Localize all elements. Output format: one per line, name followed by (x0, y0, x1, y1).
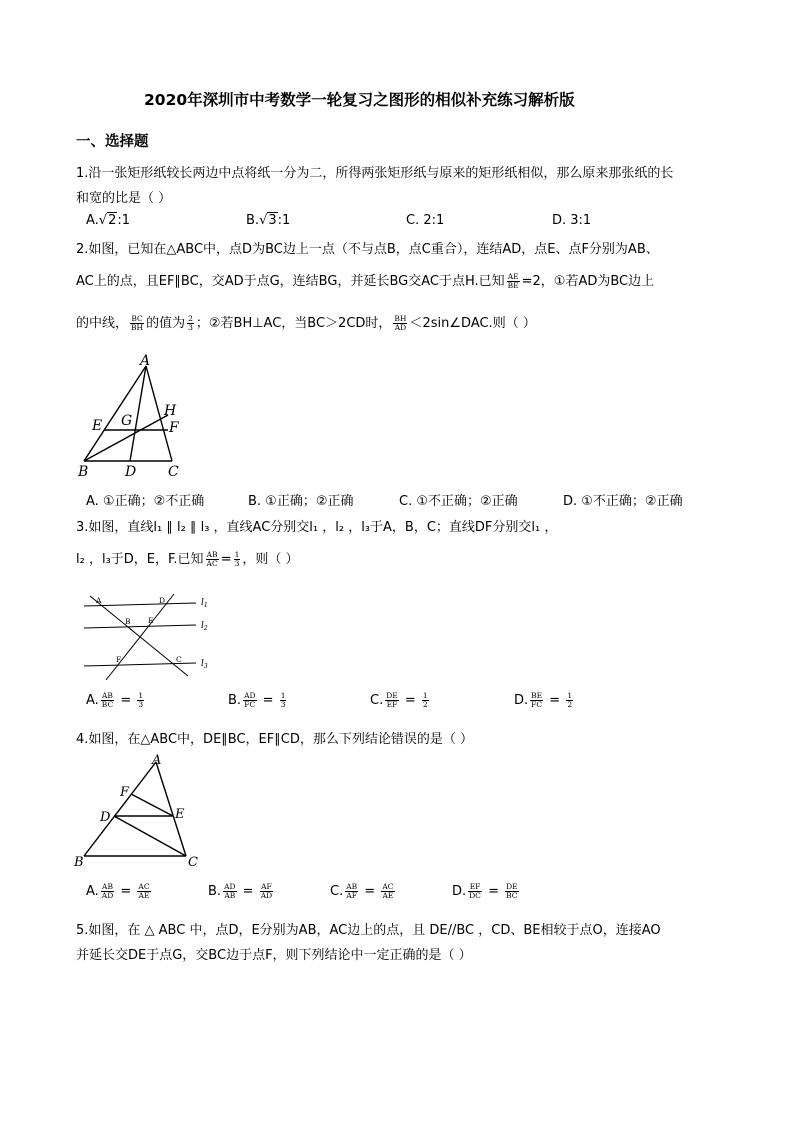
q2-option-c: C. ①不正确；②正确 (399, 494, 518, 509)
q2-option-a: A. ①正确；②不正确 (86, 494, 205, 509)
q4-label-e: E (175, 807, 185, 822)
q2-option-d: D. ①不正确；②正确 (563, 494, 683, 509)
q3-option-c: C. $\frac{DE}{EF}$ = $\frac{1}{2}$ (370, 691, 428, 709)
q2-label-e: E (92, 418, 103, 434)
q2-fraction-bh-ad: $\frac{BH}{AD}$ (394, 314, 407, 332)
q4-option-b: B. $\frac{AD}{AB}$ = $\frac{AF}{AD}$ (208, 882, 273, 900)
q5-line2: 并延长交DE于点G，交BC边于点F，则下列结论中一定正确的是（ ） (76, 948, 472, 963)
q3-line1: 3.如图，直线l₁ ∥ l₂ ∥ l₃ ，直线AC分别交l₁ ，l₂ ，l₃于A，B，C；直线DF分别交l₁ ， (76, 520, 558, 535)
q4-label-c: C (188, 855, 198, 870)
q2-label-g: G (121, 413, 133, 429)
q3-fraction-1-3: $\frac{1}{3}$ (234, 550, 240, 568)
q1-line1: 1.沿一张矩形纸较长两边中点将纸一分为二，所得两张矩形纸与原来的矩形纸相似，那么原来那张纸的长 (76, 166, 674, 181)
q1-line2: 和宽的比是（ ） (76, 191, 172, 206)
q4-label-d: D (100, 810, 111, 825)
q4-triangle-figure (74, 752, 204, 870)
q2-fraction-bc-bh: $\frac{BC}{BH}$ (131, 314, 144, 332)
q3-label-e: E (148, 616, 154, 625)
q2-line3: 的中线， $\frac{BC}{BH}$ 的值为 $\frac{2}{3}$ ；②若BH⊥AC，当BC＞2CD时， $\frac{BH}{AD}$ ＜2sin∠DAC.则（ ） (76, 314, 536, 332)
q3-fraction-ab-ac: $\frac{AB}{AC}$ (206, 550, 218, 568)
q2-line2: AC上的点，且EF∥BC，交AD于点G，连结BG，并延长BG交AC于点H.已知 $\frac{AE}{BE}$ =2，①若AD为BC边上 (76, 272, 655, 290)
q3-label-l1: $l_1$ (201, 598, 208, 609)
q3-option-b: B. $\frac{AD}{FC}$ = $\frac{1}{3}$ (228, 691, 286, 709)
q2-option-b: B. ①正确；②正确 (248, 494, 354, 509)
q4-line1: 4.如图，在△ABC中，DE∥BC，EF∥CD，那么下列结论错误的是（ ） (76, 732, 473, 747)
q3-label-b: B (125, 617, 131, 626)
q3-option-a: A. $\frac{AB}{BC}$ = $\frac{1}{3}$ (86, 691, 144, 709)
q1-option-d: D. 3:1 (552, 213, 592, 228)
q3-label-a: A (96, 596, 102, 605)
q2-line1: 2.如图，已知在△ABC中，点D为BC边上一点（不与点B，点C重合），连结AD，点E、点F分别为AB、 (76, 242, 659, 257)
q3-label-l3: $l_3$ (201, 659, 208, 670)
q3-label-f: F (116, 655, 122, 664)
q5-line1: 5.如图，在 △ ABC 中，点D，E分别为AB，AC边上的点，且 DE//BC ，CD、BE相较于点O，连接AO (76, 923, 661, 938)
page-title: 2020年深圳市中考数学一轮复习之图形的相似补充练习解析版 (144, 91, 575, 109)
q2-label-a: A (140, 353, 151, 369)
q3-label-d: D (159, 596, 166, 605)
q4-label-f: F (120, 785, 130, 800)
section-heading: 一、选择题 (76, 134, 149, 150)
q4-label-b: B (74, 855, 84, 870)
q4-option-a: A. $\frac{AB}{AD}$ = $\frac{AC}{AE}$ (86, 882, 150, 900)
q2-label-c: C (168, 464, 179, 480)
q1-option-c: C. 2:1 (406, 213, 445, 228)
q2-fraction-2-3: $\frac{2}{3}$ (188, 314, 193, 332)
q2-fraction-ae-be: $\frac{AE}{BE}$ (507, 272, 519, 290)
q4-option-c: C. $\frac{AB}{AF}$ = $\frac{AC}{AE}$ (330, 882, 394, 900)
q4-option-d: D. $\frac{EF}{DC}$ = $\frac{DE}{BC}$ (452, 882, 518, 900)
q1-option-b: B.√3:1 (246, 213, 291, 228)
q2-label-d: D (125, 464, 137, 480)
q2-triangle-figure (74, 350, 194, 482)
q3-parallel-lines-figure (76, 588, 216, 684)
q3-option-d: D. $\frac{BE}{FC}$ = $\frac{1}{2}$ (514, 691, 573, 709)
q3-label-l2: $l_2$ (201, 621, 208, 632)
q1-option-a: A.√2:1 (86, 213, 131, 228)
q4-label-a: A (152, 753, 162, 768)
q3-label-c: C (176, 655, 182, 664)
q3-line2: l₂ ，l₃于D，E，F.已知 $\frac{AB}{AC}$ = $\frac{1}{3}$ ，则（ ） (76, 550, 299, 568)
q2-label-b: B (78, 464, 89, 480)
q2-label-f: F (169, 420, 179, 436)
q2-label-h: H (164, 403, 177, 419)
